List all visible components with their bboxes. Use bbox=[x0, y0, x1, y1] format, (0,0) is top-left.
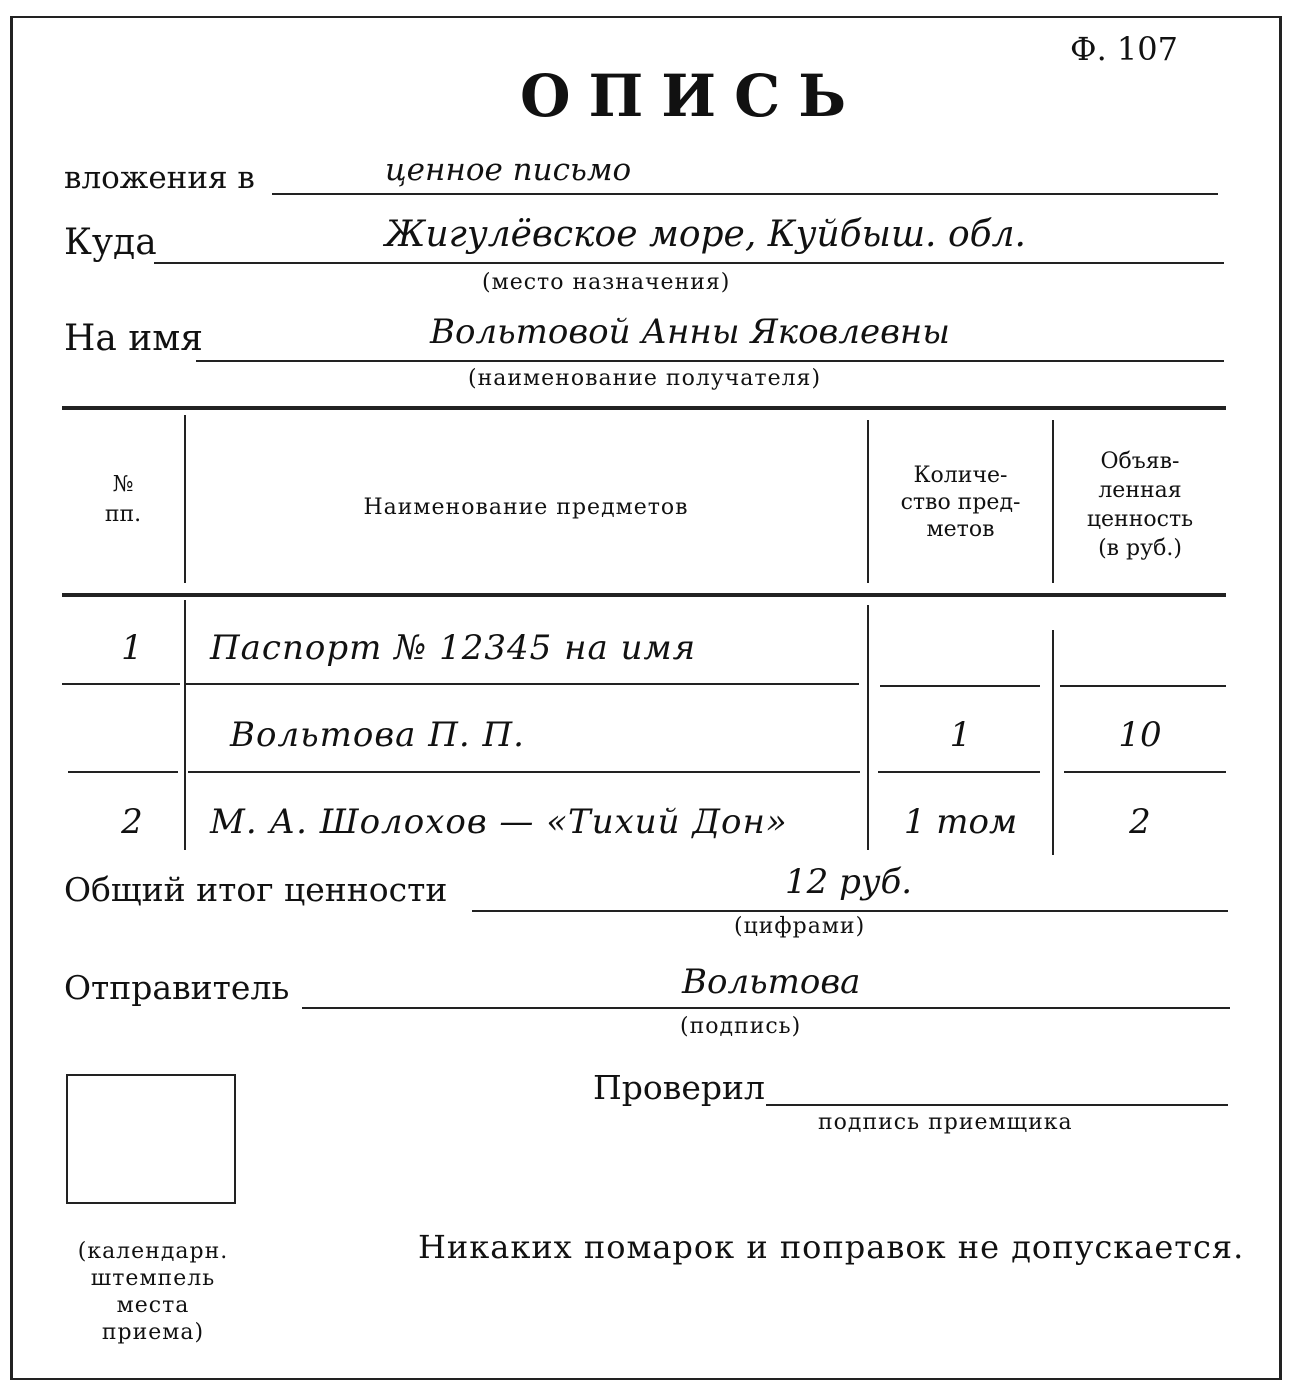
total-label: Общий итог ценности bbox=[64, 870, 448, 909]
sender-caption: (подпись) bbox=[680, 1014, 802, 1039]
row-1-rule-value bbox=[1060, 685, 1226, 687]
row-1-item: Паспорт № 12345 на имя bbox=[210, 628, 697, 668]
checked-underline bbox=[766, 1104, 1228, 1106]
row-3-value: 2 bbox=[1129, 802, 1151, 842]
row-2-rule-qty bbox=[878, 771, 1040, 773]
destination-underline bbox=[154, 262, 1224, 264]
header-qty: Количе- ство пред- метов bbox=[900, 463, 1021, 542]
row-2-rule-item bbox=[188, 771, 860, 773]
row-3-num: 2 bbox=[121, 802, 143, 842]
total-underline bbox=[472, 910, 1228, 912]
enclosure-label: вложения в bbox=[64, 160, 255, 196]
table-top-rule bbox=[62, 406, 1226, 410]
row-2-rule-value bbox=[1064, 771, 1226, 773]
page-title: ОПИСЬ bbox=[520, 62, 865, 130]
total-value: 12 руб. bbox=[785, 862, 913, 902]
total-caption: (цифрами) bbox=[734, 914, 866, 939]
sender-label: Отправитель bbox=[64, 968, 290, 1007]
stamp-caption: (календарн. штемпель места приема) bbox=[77, 1239, 229, 1345]
header-value: Объяв- ленная ценность (в руб.) bbox=[1086, 449, 1194, 561]
checked-caption: подпись приемщика bbox=[818, 1110, 1073, 1135]
enclosure-value: ценное письмо bbox=[385, 152, 632, 188]
row-2-item: Вольтова П. П. bbox=[230, 715, 525, 755]
sender-underline bbox=[302, 1007, 1230, 1009]
recipient-value: Вольтовой Анны Яковлевны bbox=[430, 312, 950, 352]
row-3-item: М. А. Шолохов — «Тихий Дон» bbox=[210, 802, 788, 842]
row-2-value: 10 bbox=[1118, 715, 1162, 755]
row-1-rule-item bbox=[186, 683, 859, 685]
row-3-qty: 1 том bbox=[903, 802, 1018, 842]
destination-value: Жигулёвское море, Куйбыш. обл. bbox=[385, 214, 1026, 255]
recipient-caption: (наименование получателя) bbox=[468, 366, 822, 391]
recipient-underline bbox=[196, 360, 1224, 362]
row-2-qty: 1 bbox=[949, 715, 972, 755]
header-item: Наименование предметов bbox=[363, 495, 689, 520]
destination-label: Куда bbox=[64, 222, 157, 263]
row-1-num: 1 bbox=[121, 628, 143, 668]
destination-caption: (место назначения) bbox=[482, 270, 731, 295]
row-1-rule-qty bbox=[880, 685, 1040, 687]
recipient-label: На имя bbox=[64, 318, 204, 359]
header-num: № пп. bbox=[104, 472, 142, 527]
calendar-stamp-box bbox=[66, 1074, 236, 1204]
sender-signature: Вольтова bbox=[682, 962, 861, 1002]
table-header-rule bbox=[62, 593, 1226, 597]
form-number: Ф. 107 bbox=[1070, 30, 1178, 68]
enclosure-underline bbox=[272, 193, 1218, 195]
checked-label: Проверил bbox=[593, 1068, 765, 1107]
row-1-rule bbox=[62, 683, 180, 685]
row-2-rule bbox=[68, 771, 178, 773]
notice-text: Никаких помарок и поправок не допускается. bbox=[418, 1228, 1245, 1266]
